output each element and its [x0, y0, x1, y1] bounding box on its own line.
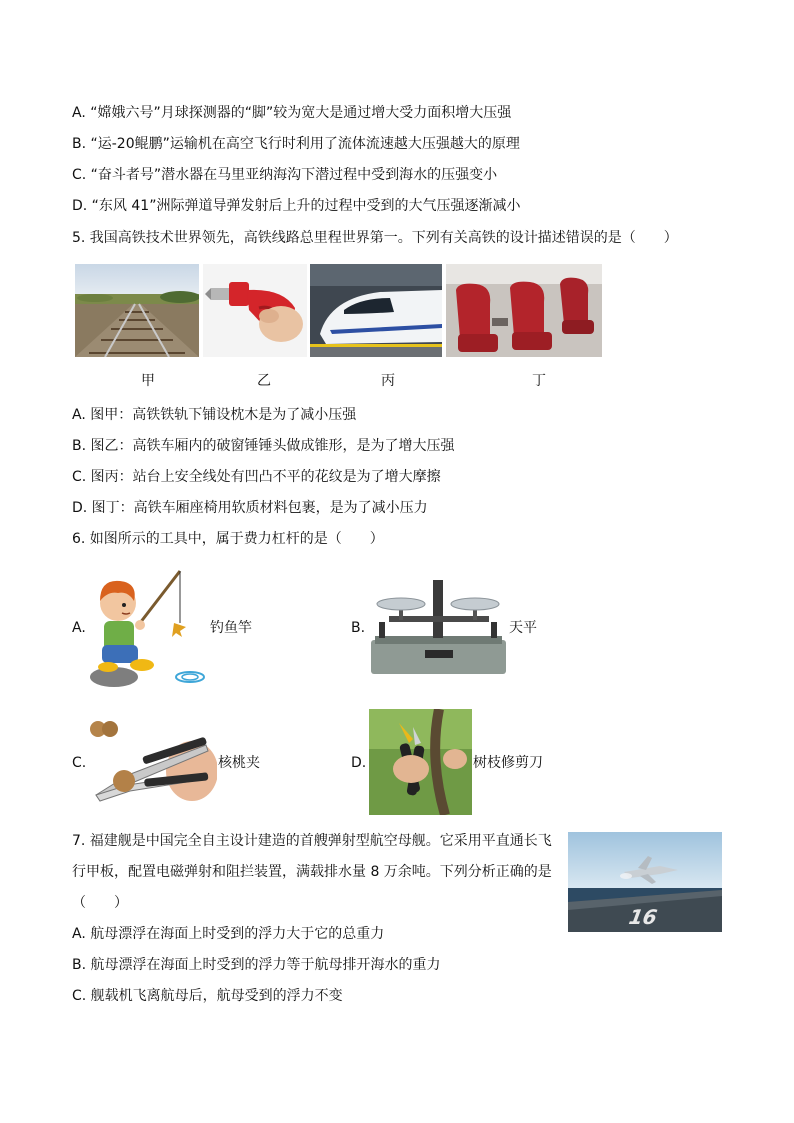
q4-option-d: D. “东风 41”洲际弹道导弹发射后上升的过程中受到的大气压强逐渐减小	[72, 198, 521, 214]
q5-stem: 5. 我国高铁技术世界领先，高铁线路总里程世界第一。下列有关高铁的设计描述错误的是（ ）	[72, 230, 678, 246]
q6-option-b-letter: B.	[351, 620, 366, 636]
q6-option-d-letter: D.	[351, 755, 367, 771]
train-seats-image	[446, 264, 602, 357]
q7-stem-line3: （ ）	[72, 895, 128, 911]
railway-track-image	[75, 264, 199, 357]
fishing-boy-icon	[88, 561, 210, 691]
q4-option-b: B. “运-20鲲鹏”运输机在高空飞行时利用了流体流速越大压强越大的原理	[72, 136, 520, 152]
aircraft-carrier-image	[568, 832, 722, 932]
caption-yi: 乙	[257, 373, 271, 389]
q4-option-a: A. “嫦娥六号”月球探测器的“脚”较为宽大是通过增大受力面积增大压强	[72, 105, 512, 121]
safety-hammer-image	[203, 264, 307, 357]
q5-option-a: A. 图甲：高铁铁轨下铺设枕木是为了减小压强	[72, 407, 357, 423]
pruning-shears-icon	[369, 709, 472, 815]
q7-option-b: B. 航母漂浮在海面上时受到的浮力等于航母排开海水的重力	[72, 957, 441, 973]
q5-option-c: C. 图丙：站台上安全线处有凹凸不平的花纹是为了增大摩擦	[72, 469, 441, 485]
q7-option-a: A. 航母漂浮在海面上时受到的浮力大于它的总重力	[72, 926, 385, 942]
q6-option-a-letter: A.	[72, 620, 86, 636]
nutcracker-icon	[88, 715, 217, 806]
caption-jia: 甲	[141, 373, 155, 389]
q6-option-c-label: 核桃夹	[218, 755, 260, 771]
q6-option-c-letter: C.	[72, 755, 87, 771]
caption-bing: 丙	[381, 373, 395, 389]
q6-option-a-label: 钓鱼竿	[210, 620, 252, 636]
balance-scale-icon	[369, 576, 508, 676]
q7-option-c: C. 舰载机飞离航母后，航母受到的浮力不变	[72, 988, 343, 1004]
deck-number: 16	[624, 905, 662, 929]
q5-option-b: B. 图乙：高铁车厢内的破窗锤锤头做成锥形，是为了增大压强	[72, 438, 455, 454]
q7-stem-line2: 行甲板，配置电磁弹射和阻拦装置，满载排水量 8 万余吨。下列分析正确的是	[72, 864, 552, 880]
caption-ding: 丁	[532, 373, 546, 389]
q7-stem-line1: 7. 福建舰是中国完全自主设计建造的首艘弹射型航空母舰。它采用平直通长飞	[72, 833, 552, 849]
q6-option-b-label: 天平	[509, 620, 537, 636]
q5-option-d: D. 图丁：高铁车厢座椅用软质材料包裹，是为了减小压力	[72, 500, 428, 516]
high-speed-train-image	[310, 264, 442, 357]
q6-stem: 6. 如图所示的工具中，属于费力杠杆的是（ ）	[72, 531, 384, 547]
q4-option-c: C. “奋斗者号”潜水器在马里亚纳海沟下潜过程中受到海水的压强变小	[72, 167, 498, 183]
q6-option-d-label: 树枝修剪刀	[473, 755, 543, 771]
